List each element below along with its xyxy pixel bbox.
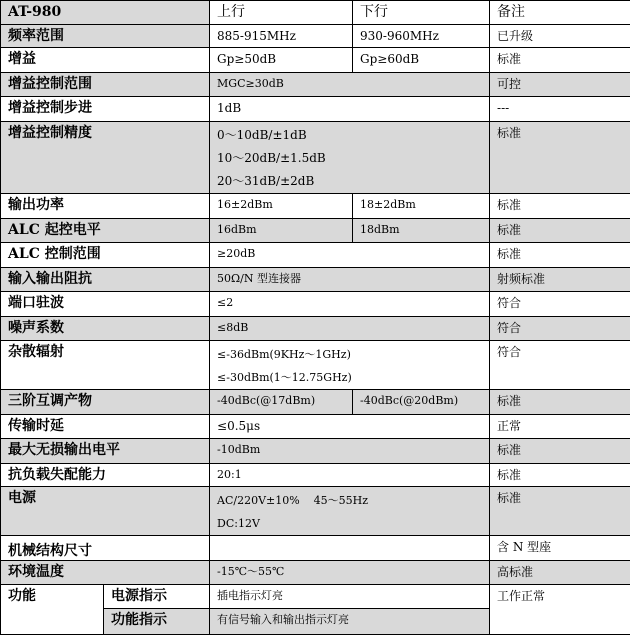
downlink-value: -40dBc(@20dBm) [353,390,490,415]
value-line: 0～10dB/±1dB [217,124,485,147]
multiline-value [210,341,490,390]
row-label: 三阶互调产物 [1,390,210,415]
row-label: 输出功率 [1,194,210,219]
table-row [1,122,630,194]
table-row [1,390,630,415]
header-item: AT-980 [1,1,210,25]
value-line: 20～31dB/±2dB [217,170,485,193]
function-indicator-value: 有信号输入和输出指示灯亮 [210,609,490,635]
shared-value: MGC≥30dB [210,73,490,97]
table-row [1,219,630,243]
header-downlink: 下行 [353,1,490,25]
table-row [1,25,630,48]
remark-value: 标准 [490,219,630,243]
function-power-row [1,585,630,609]
downlink-value: Gp≥60dB [353,48,490,73]
remark-value: 标准 [490,48,630,73]
row-label: 端口驻波 [1,292,210,317]
row-label: 增益控制精度 [1,122,210,194]
table-row [1,48,630,73]
shared-value: ≤2 [210,292,490,317]
row-label: 杂散辐射 [1,341,210,390]
power-indicator-value: 插电指示灯亮 [210,585,490,609]
remark-value: 正常 [490,415,630,439]
power-indicator-label: 电源指示 [104,585,210,609]
function-label: 功能 [1,585,104,635]
shared-value: ≤8dB [210,317,490,341]
table-row [1,97,630,122]
uplink-value: Gp≥50dB [210,48,353,73]
shared-value: 50Ω/N 型连接器 [210,268,490,292]
table-row [1,243,630,268]
remark-value: 射频标准 [490,268,630,292]
remark-value: 标准 [490,439,630,464]
row-label: ALC 起控电平 [1,219,210,243]
remark-value: 可控 [490,73,630,97]
value-line: DC:12V [217,512,485,535]
table-row [1,341,630,390]
shared-value: ≥20dB [210,243,490,268]
header-row [1,1,630,25]
uplink-value: -40dBc(@17dBm) [210,390,353,415]
row-label: 电源 [1,487,210,536]
value-line: 10～20dB/±1.5dB [217,147,485,170]
remark-value: 标准 [490,487,630,536]
table-row [1,292,630,317]
row-label: 抗负载失配能力 [1,464,210,487]
row-label: 增益 [1,48,210,73]
remark-value: 符合 [490,341,630,390]
multiline-value [210,122,490,194]
multiline-value [210,487,490,536]
remark-value: 标准 [490,464,630,487]
row-label: 噪声系数 [1,317,210,341]
table-row [1,73,630,97]
header-uplink: 上行 [210,1,353,25]
shared-value: -10dBm [210,439,490,464]
downlink-value: 930-960MHz [353,25,490,48]
function-indicator-label: 功能指示 [104,609,210,635]
row-label: 传输时延 [1,415,210,439]
downlink-value: 18dBm [353,219,490,243]
shared-value: ≤0.5μs [210,415,490,439]
row-label: 输入输出阻抗 [1,268,210,292]
table-row [1,194,630,219]
table-row [1,317,630,341]
shared-value: 20:1 [210,464,490,487]
value-line: AC/220V±10% 45～55Hz [217,489,485,512]
downlink-value: 18±2dBm [353,194,490,219]
table-row [1,439,630,464]
row-label: ALC 控制范围 [1,243,210,268]
remark-value: --- [490,97,630,122]
row-label: 频率范围 [1,25,210,48]
table-row [1,487,630,536]
shared-value: -15℃～55℃ [210,561,490,585]
table-row [1,268,630,292]
row-label: 机械结构尺寸 [1,536,210,561]
header-remark: 备注 [490,1,630,25]
value-line: ≤-30dBm(1～12.75GHz) [217,366,485,389]
shared-value: 1dB [210,97,490,122]
uplink-value: 885-915MHz [210,25,353,48]
table-row [1,561,630,585]
table-row [1,415,630,439]
shared-value [210,536,490,561]
remark-value: 标准 [490,194,630,219]
remark-value: 含 N 型座 [490,536,630,561]
row-label: 环境温度 [1,561,210,585]
remark-value: 符合 [490,317,630,341]
remark-value: 已升级 [490,25,630,48]
value-line: ≤-36dBm(9KHz～1GHz) [217,343,485,366]
row-label: 增益控制步进 [1,97,210,122]
uplink-value: 16dBm [210,219,353,243]
remark-value: 标准 [490,122,630,194]
table-row [1,464,630,487]
remark-value: 标准 [490,243,630,268]
remark-value: 高标准 [490,561,630,585]
table-row [1,536,630,561]
uplink-value: 16±2dBm [210,194,353,219]
remark-value: 标准 [490,390,630,415]
remark-value: 符合 [490,292,630,317]
row-label: 增益控制范围 [1,73,210,97]
function-remark: 工作正常 [490,585,630,635]
row-label: 最大无损输出电平 [1,439,210,464]
